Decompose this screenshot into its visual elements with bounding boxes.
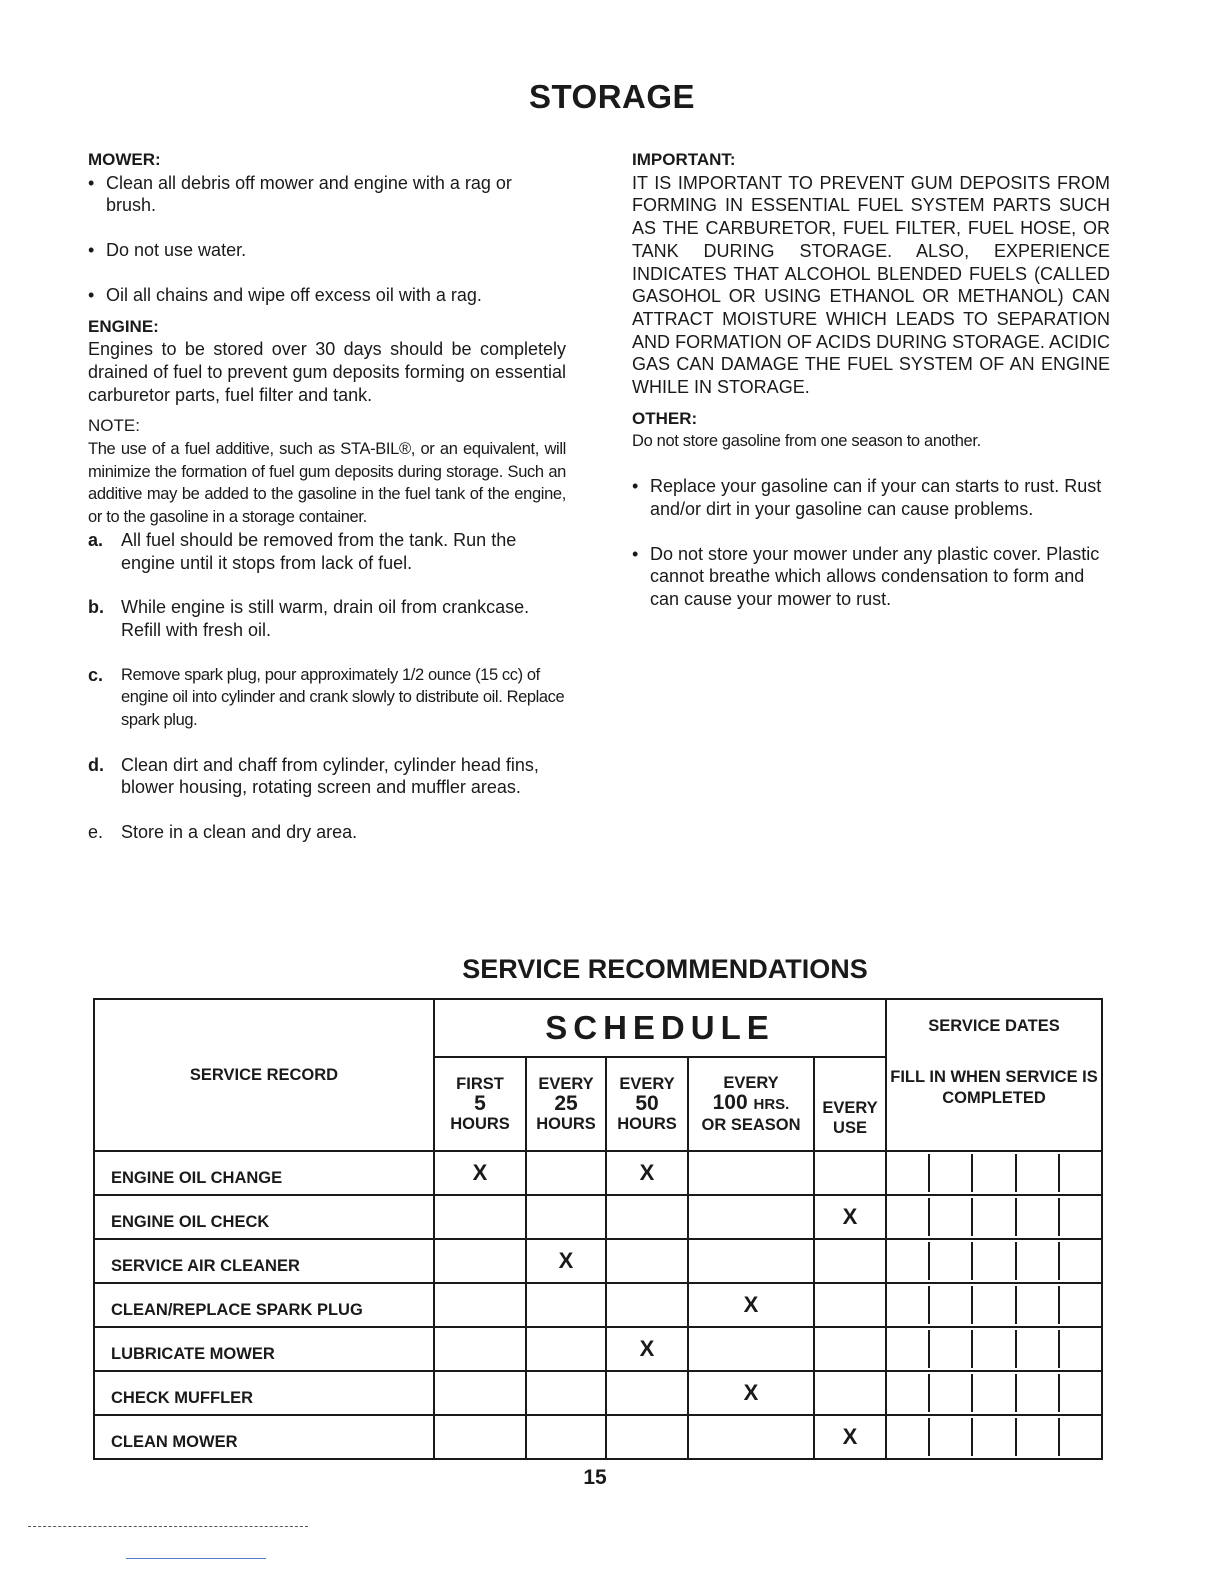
schedule-mark-cell: X: [814, 1195, 886, 1239]
service-date-box[interactable]: [1017, 1154, 1060, 1192]
service-dates-label: SERVICE DATES: [928, 1017, 1060, 1035]
schedule-mark-cell: X: [526, 1239, 606, 1283]
service-date-box[interactable]: [973, 1154, 1016, 1192]
service-date-box[interactable]: [1060, 1286, 1101, 1324]
service-task-label: SERVICE AIR CLEANER: [94, 1239, 434, 1283]
service-task-label: ENGINE OIL CHECK: [94, 1195, 434, 1239]
service-date-box[interactable]: [1017, 1418, 1060, 1456]
freq-header-every-100: EVERY 100 HRS. OR SEASON: [688, 1057, 814, 1151]
schedule-mark-cell: X: [814, 1415, 886, 1459]
note-heading: NOTE:: [88, 416, 140, 436]
schedule-mark-cell: X: [688, 1283, 814, 1327]
service-dates-header: [886, 999, 1102, 1151]
engine-text: Engines to be stored over 30 days should be completely drained of fuel to prevent gum deposits forming on essential carburetor parts, fuel filter and tank.: [88, 339, 566, 405]
schedule-mark-cell: [526, 1151, 606, 1195]
service-task-label: LUBRICATE MOWER: [94, 1327, 434, 1371]
service-task-label: CLEAN/REPLACE SPARK PLUG: [94, 1283, 434, 1327]
schedule-mark-cell: X: [606, 1327, 688, 1371]
service-record-header: SERVICE RECORD: [94, 999, 434, 1151]
step-item: c. Remove spark plug, pour approximately 1/2 ounce (15 cc) of engine oil into cylinder and crank slowly to distribute oil. Replace spark plug.: [88, 664, 565, 730]
service-row: [94, 1151, 1102, 1195]
service-date-box[interactable]: [887, 1330, 930, 1368]
service-date-box[interactable]: [887, 1198, 930, 1236]
service-row: [94, 1283, 1102, 1327]
important-heading: IMPORTANT:: [632, 150, 736, 169]
freq-header-every-25: EVERY 25 HOURS: [526, 1057, 606, 1151]
service-date-box[interactable]: [1017, 1242, 1060, 1280]
service-date-box[interactable]: [1060, 1198, 1101, 1236]
service-date-box[interactable]: [887, 1154, 930, 1192]
service-date-box[interactable]: [930, 1418, 973, 1456]
service-task-label: ENGINE OIL CHANGE: [94, 1151, 434, 1195]
service-date-box[interactable]: [973, 1330, 1016, 1368]
schedule-mark-cell: [814, 1327, 886, 1371]
service-task-label: CLEAN MOWER: [94, 1415, 434, 1459]
service-dates-cell[interactable]: [886, 1327, 1102, 1371]
schedule-mark-cell: [688, 1415, 814, 1459]
service-date-box[interactable]: [1017, 1198, 1060, 1236]
schedule-mark-cell: [526, 1327, 606, 1371]
schedule-mark-cell: [526, 1371, 606, 1415]
schedule-mark-cell: X: [606, 1151, 688, 1195]
service-date-box[interactable]: [887, 1374, 930, 1412]
schedule-mark-cell: [814, 1239, 886, 1283]
service-date-box[interactable]: [887, 1286, 930, 1324]
schedule-mark-cell: [434, 1415, 526, 1459]
service-date-box[interactable]: [1017, 1330, 1060, 1368]
service-title: SERVICE RECOMMENDATIONS: [462, 954, 868, 984]
schedule-mark-cell: [814, 1151, 886, 1195]
page-title: STORAGE: [528, 78, 696, 115]
service-date-box[interactable]: [1060, 1418, 1101, 1456]
service-dates-cell[interactable]: [886, 1239, 1102, 1283]
service-dates-note: FILL IN WHEN SERVICE IS COMPLETED: [890, 1068, 1098, 1107]
mower-bullet: • Do not use water.: [88, 240, 247, 261]
service-dates-cell[interactable]: [886, 1283, 1102, 1327]
note-text: The use of a fuel additive, such as STA-BIL®, or an equivalent, will minimize the formation of fuel gum deposits during storage. Such an additive may be added to the gasoline in the fuel tank of the engine, or to the gasoline in a storage container.: [88, 440, 566, 527]
schedule-mark-cell: [526, 1283, 606, 1327]
step-item: a. All fuel should be removed from the tank. Run the engine until it stops from lack of fuel.: [88, 529, 517, 573]
service-dates-cell[interactable]: [886, 1371, 1102, 1415]
schedule-mark-cell: X: [688, 1371, 814, 1415]
service-date-box[interactable]: [973, 1418, 1016, 1456]
schedule-mark-cell: [606, 1371, 688, 1415]
service-date-box[interactable]: [930, 1374, 973, 1412]
schedule-mark-cell: [688, 1195, 814, 1239]
service-dates-cell[interactable]: [886, 1151, 1102, 1195]
service-date-box[interactable]: [930, 1154, 973, 1192]
service-date-box[interactable]: [1060, 1242, 1101, 1280]
schedule-mark-cell: [526, 1195, 606, 1239]
service-row: [94, 1371, 1102, 1415]
service-row: [94, 1239, 1102, 1283]
schedule-mark-cell: [434, 1239, 526, 1283]
schedule-mark-cell: [606, 1415, 688, 1459]
service-date-box[interactable]: [930, 1198, 973, 1236]
engine-heading: ENGINE:: [88, 316, 159, 336]
important-text: IT IS IMPORTANT TO PREVENT GUM DEPOSITS FROM FORMING IN ESSENTIAL FUEL SYSTEM PARTS SUCH AS THE CARBURETOR, FUEL FILTER, FUEL HOSE, OR TANK DURING STORAGE. ALSO, EXPERIENCE INDICATES THAT ALCOHOL BLENDED FUELS (CALLED GASOHOL OR USING ETHANOL OR METHANOL) CAN ATTRACT MOISTURE WHICH LEADS TO SEPARATION AND FORMATION OF ACIDS DURING STORAGE. ACIDIC GAS CAN DAMAGE THE FUEL SYSTEM OF AN ENGINE WHILE IN STORAGE.: [632, 172, 1110, 398]
schedule-mark-cell: [434, 1371, 526, 1415]
step-item: e. Store in a clean and dry area.: [88, 822, 358, 843]
service-date-box[interactable]: [930, 1242, 973, 1280]
service-date-box[interactable]: [973, 1242, 1016, 1280]
service-date-box[interactable]: [1017, 1286, 1060, 1324]
schedule-mark-cell: [814, 1371, 886, 1415]
footer-rule: [126, 1558, 266, 1559]
service-row: [94, 1195, 1102, 1239]
service-date-box[interactable]: [1060, 1154, 1101, 1192]
service-date-box[interactable]: [887, 1242, 930, 1280]
schedule-header: SCHEDULE: [434, 999, 886, 1057]
service-date-box[interactable]: [1017, 1374, 1060, 1412]
schedule-mark-cell: [434, 1327, 526, 1371]
service-row: [94, 1415, 1102, 1459]
right-column: [632, 149, 1110, 611]
mower-bullet: • Clean all debris off mower and engine with a rag or brush.: [88, 172, 512, 216]
service-row: [94, 1327, 1102, 1371]
other-bullet: • Do not store your mower under any plastic cover. Plastic cannot breathe which allows condensation to form and can cause your mower to rust.: [632, 543, 1100, 609]
service-date-box[interactable]: [973, 1374, 1016, 1412]
service-date-box[interactable]: [930, 1286, 973, 1324]
mower-bullet: • Oil all chains and wipe off excess oil with a rag.: [88, 284, 482, 305]
service-date-box[interactable]: [887, 1418, 930, 1456]
freq-header-every-50: EVERY 50 HOURS: [606, 1057, 688, 1151]
service-table: [93, 998, 1103, 1460]
left-column: [88, 149, 566, 844]
service-date-box[interactable]: [1060, 1374, 1101, 1412]
schedule-mark-cell: [434, 1195, 526, 1239]
other-heading: OTHER:: [632, 408, 698, 428]
schedule-mark-cell: [688, 1239, 814, 1283]
schedule-mark-cell: [814, 1283, 886, 1327]
service-date-box[interactable]: [1060, 1330, 1101, 1368]
service-date-box[interactable]: [973, 1286, 1016, 1324]
schedule-mark-cell: [526, 1415, 606, 1459]
schedule-mark-cell: [606, 1283, 688, 1327]
schedule-mark-cell: X: [434, 1151, 526, 1195]
schedule-mark-cell: [688, 1151, 814, 1195]
service-task-label: CHECK MUFFLER: [94, 1371, 434, 1415]
schedule-mark-cell: [606, 1195, 688, 1239]
page-number: 15: [583, 1466, 607, 1489]
other-text: Do not store gasoline from one season to another.: [632, 432, 981, 451]
service-date-box[interactable]: [973, 1198, 1016, 1236]
footer-rule: [28, 1526, 308, 1527]
step-item: b. While engine is still warm, drain oil from crankcase. Refill with fresh oil.: [88, 597, 530, 640]
freq-header-first-5: FIRST 5 HOURS: [434, 1057, 526, 1151]
mower-heading: MOWER:: [88, 150, 161, 169]
freq-header-every-use: EVERY USE: [814, 1057, 886, 1151]
service-dates-cell[interactable]: [886, 1195, 1102, 1239]
service-dates-cell[interactable]: [886, 1415, 1102, 1459]
schedule-mark-cell: [606, 1239, 688, 1283]
schedule-mark-cell: [434, 1283, 526, 1327]
other-bullet: • Replace your gasoline can if your can starts to rust. Rust and/or dirt in your gasoline can cause problems.: [632, 476, 1102, 519]
service-date-box[interactable]: [930, 1330, 973, 1368]
schedule-mark-cell: [688, 1327, 814, 1371]
step-item: d. Clean dirt and chaff from cylinder, cylinder head fins, blower housing, rotating screen and muffler areas.: [88, 754, 539, 798]
